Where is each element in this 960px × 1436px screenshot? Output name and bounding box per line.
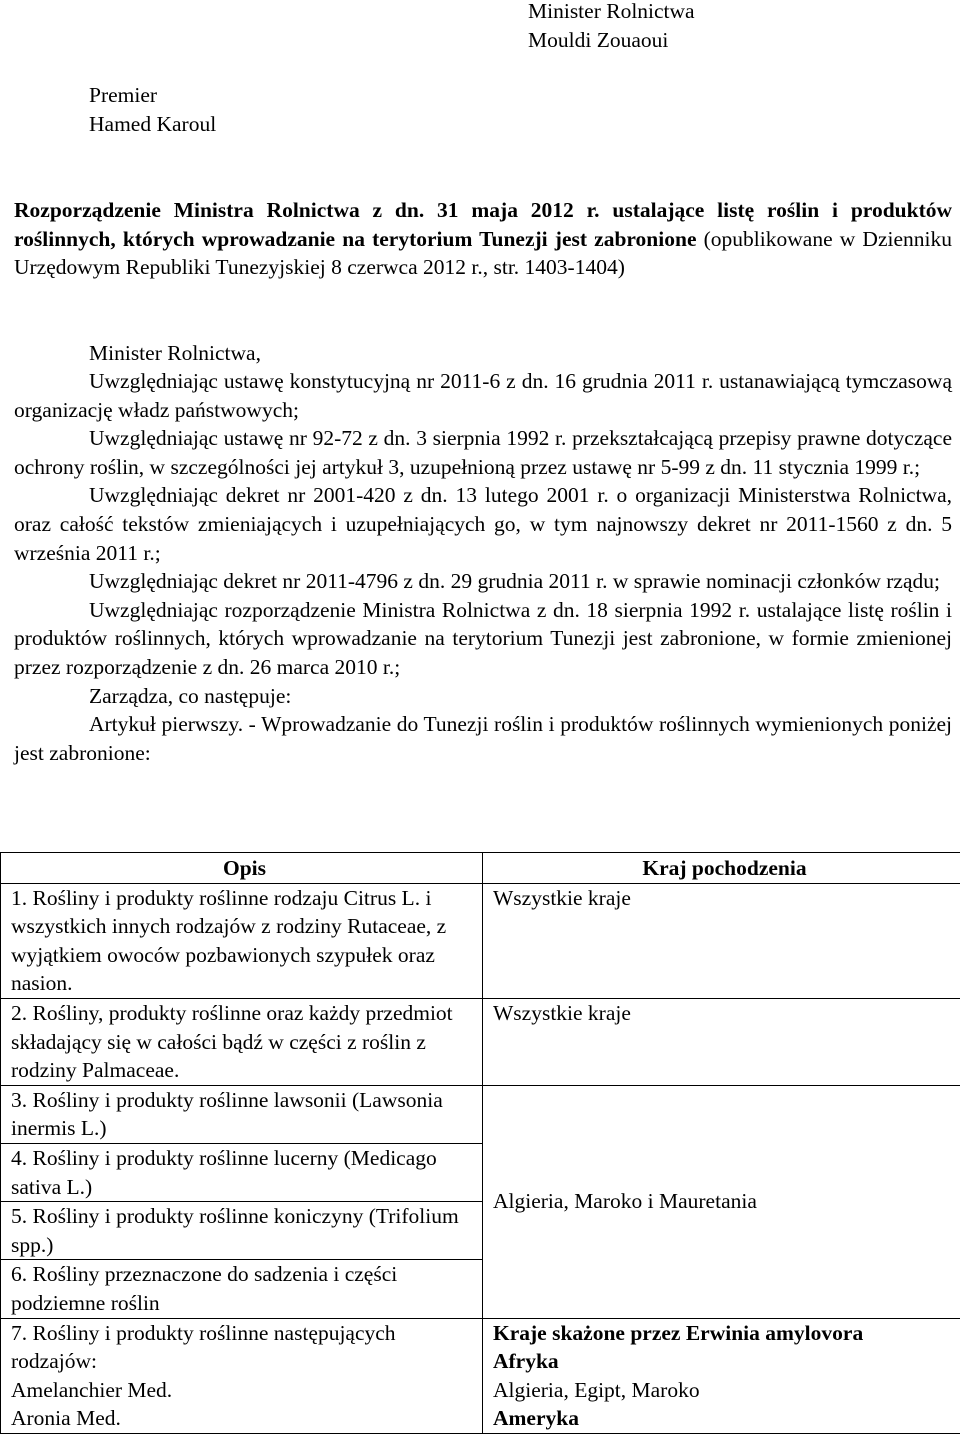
regulation-title <box>14 196 952 282</box>
consideration-3: Uwzględniając dekret nr 2001-420 z dn. 13 lutego 2001 r. o organizacji Ministerstwa Rolnictwa, oraz całość tekstów zmieniających i uzupełniających go, w tym najnowszy dekret nr 2011-1560 z dn. 5 września 2011 r.; <box>14 483 952 565</box>
row-opis <box>1 1318 483 1433</box>
row-kraj: Wszystkie kraje <box>483 883 960 998</box>
header-kraj: Kraj pochodzenia <box>483 853 960 884</box>
header-opis: Opis <box>1 853 483 884</box>
region-america: Ameryka <box>493 1406 579 1431</box>
row-kraj: Wszystkie kraje <box>483 998 960 1085</box>
row-kraj-merged: Algieria, Maroko i Mauretania <box>483 1085 960 1318</box>
premier-signature <box>89 81 216 138</box>
countries-africa: Algieria, Egipt, Maroko <box>493 1377 700 1402</box>
decree-line: Zarządza, co następuje: <box>89 683 292 708</box>
minister-line <box>89 339 261 368</box>
row-opis: 4. Rośliny i produkty roślinne lucerny (Medicago sativa L.) <box>1 1143 483 1201</box>
title-bold: Rozporządzenie Ministra Rolnictwa z dn. 31 maja 2012 r. ustalające listę roślin i produktów roślinnych, których wprowadzanie na terytorium Tunezji jest zabronione <box>14 198 952 251</box>
row-kraj <box>483 1318 960 1433</box>
consideration-2: Uwzględniając ustawę nr 92-72 z dn. 3 sierpnia 1992 r. przekształcającą przepisy prawne dotyczące ochrony roślin, w szczególności jej artykuł 3, uzupełnioną przez ustawę nr 5-99 z dn. 11 stycznia 1999 r.; <box>14 426 952 479</box>
row-opis: 1. Rośliny i produkty roślinne rodzaju Citrus L. i wszystkich innych rodzajów z rodziny Rutaceae, z wyjątkiem owoców pozbawionych szypułek oraz nasion. <box>1 883 483 998</box>
row-opis: 5. Rośliny i produkty roślinne koniczyny (Trifolium spp.) <box>1 1202 483 1260</box>
premier-name: Hamed Karoul <box>89 111 217 136</box>
minister-line-text: Minister Rolnictwa, <box>89 341 261 365</box>
row-7-line-2: Amelanchier Med. <box>11 1377 173 1402</box>
region-africa: Afryka <box>493 1349 559 1374</box>
row-opis: 2. Rośliny, produkty roślinne oraz każdy przedmiot składający się w całości bądź w części z roślin z rodziny Palmaceae. <box>1 998 483 1085</box>
row-opis: 3. Rośliny i produkty roślinne lawsonii (Lawsonia inermis L.) <box>1 1085 483 1143</box>
minister-title: Minister Rolnictwa <box>528 0 695 23</box>
minister-name: Mouldi Zouaoui <box>528 27 669 52</box>
row-opis: 6. Rośliny przeznaczone do sadzenia i części podziemne roślin <box>1 1260 483 1318</box>
table-row <box>1 1085 960 1143</box>
table-row <box>1 883 960 998</box>
row-7-line-3: Aronia Med. <box>11 1406 121 1431</box>
consideration-5: Uwzględniając rozporządzenie Ministra Rolnictwa z dn. 18 sierpnia 1992 r. ustalające listę roślin i produktów roślinnych, których wprowadzanie na terytorium Tunezji jest zabronione, w formie zmienionej przez rozporządzenie z dn. 26 marca 2010 r.; <box>14 597 952 679</box>
premier-title: Premier <box>89 83 158 107</box>
minister-signature <box>528 0 695 54</box>
article-one: Artykuł pierwszy. - Wprowadzanie do Tunezji roślin i produktów roślinnych wymienionych poniżej jest zabronione: <box>14 712 952 765</box>
table-header-row <box>1 853 960 884</box>
table-row <box>1 1318 960 1433</box>
consideration-1: Uwzględniając ustawę konstytucyjną nr 2011-6 z dn. 16 grudnia 2011 r. ustanawiającą tymczasową organizację władz państwowych; <box>14 369 952 422</box>
row-7-line-1: 7. Rośliny i produkty roślinne następujących rodzajów: <box>11 1320 396 1374</box>
erwinia-heading: Kraje skażone przez Erwinia amylovora <box>493 1320 864 1345</box>
considerations <box>14 367 952 767</box>
title-publication: (opublikowane w Dzienniku Urzędowym Republiki Tunezyjskiej 8 czerwca 2012 r., str. 1403-1404) <box>14 226 952 280</box>
table-row <box>1 998 960 1085</box>
prohibited-plants-table <box>0 852 960 1434</box>
consideration-4: Uwzględniając dekret nr 2011-4796 z dn. 29 grudnia 2011 r. w sprawie nominacji członków rządu; <box>89 569 940 594</box>
